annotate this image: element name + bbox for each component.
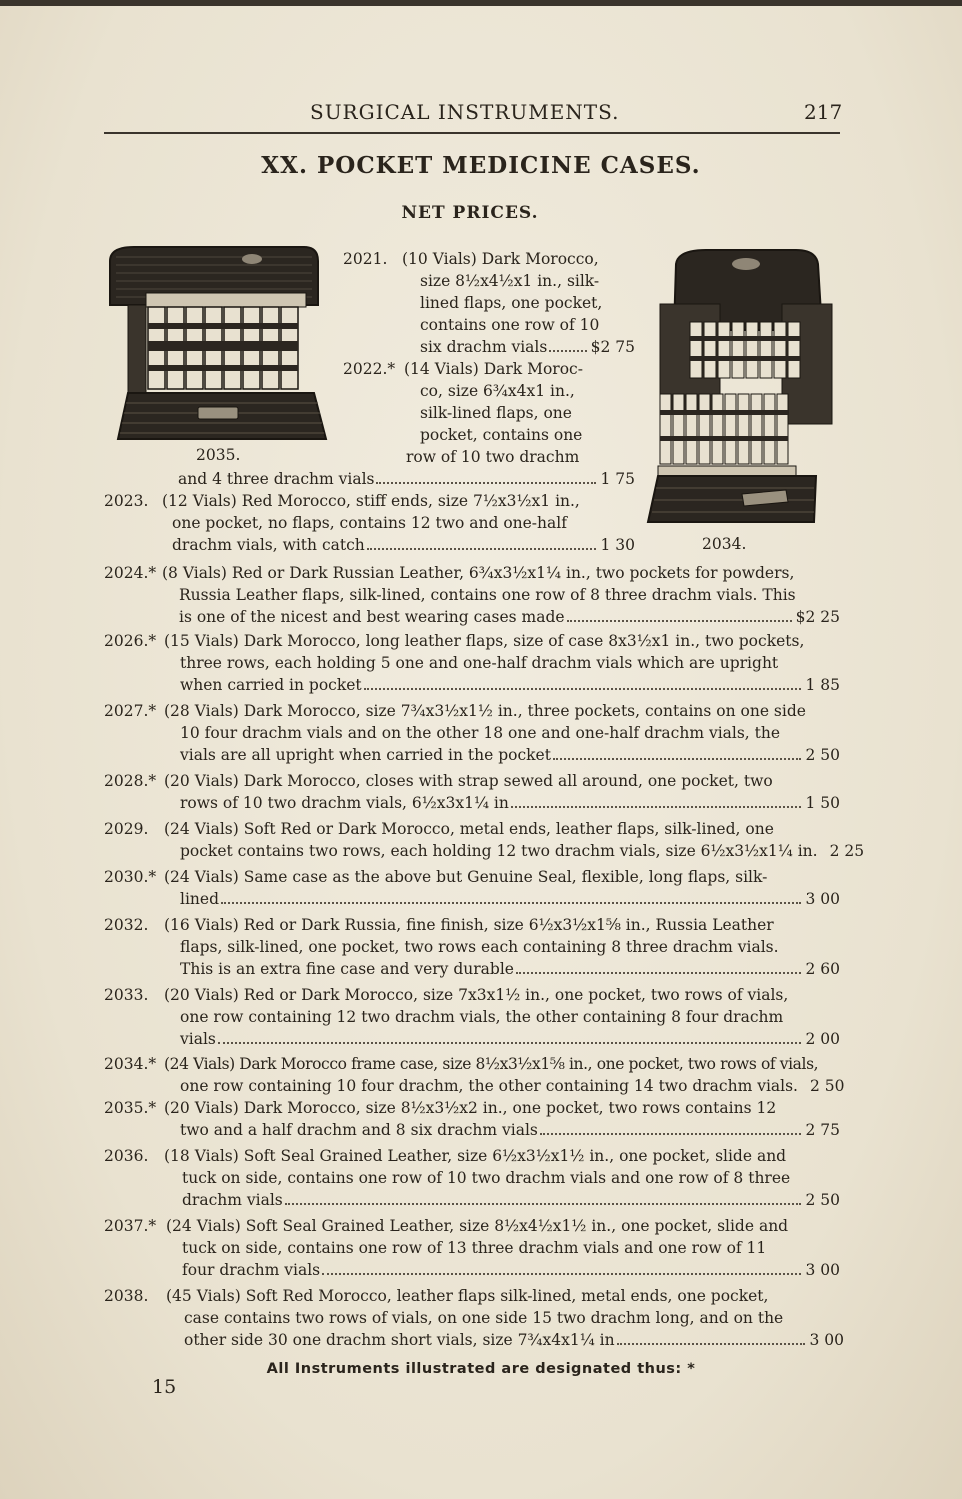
- item-number: 2036.: [104, 1147, 149, 1165]
- item-description: (24 Vials) Dark Morocco frame case, size 8½x3½x1⅝ in., one pocket, two rows of vials,: [164, 1055, 819, 1073]
- item-description: (14 Vials) Dark Moroc-: [404, 360, 583, 378]
- price-line: [180, 1028, 840, 1050]
- item-number: 2035.*: [104, 1099, 157, 1117]
- item-description: This is an extra fine case and very durable: [180, 960, 514, 978]
- item-description: is one of the nicest and best wearing cases made: [179, 608, 565, 626]
- top-border: [0, 0, 962, 6]
- item-price: 2 00: [805, 1030, 840, 1048]
- item-description: pocket, contains one: [420, 426, 583, 444]
- item-number: 2034.*: [104, 1055, 157, 1073]
- net-prices-subtitle: NET PRICES.: [401, 203, 539, 223]
- item-number: 2029.: [104, 820, 149, 838]
- item-number: 2037.*: [104, 1217, 157, 1235]
- item-description: case contains two rows of vials, on one side 15 two drachm long, and on the: [184, 1309, 784, 1327]
- medicine-case-2035-illustration: [104, 243, 334, 443]
- price-line: [172, 534, 635, 556]
- item-description: lined: [180, 890, 219, 908]
- item-description: contains one row of 10: [420, 316, 600, 334]
- item-price: $2 75: [590, 338, 635, 356]
- price-line: [182, 1259, 840, 1281]
- item-number: 2026.*: [104, 632, 157, 650]
- figure-caption-2035: 2035.: [196, 446, 241, 464]
- item-number: 2030.*: [104, 868, 157, 886]
- item-description: 10 four drachm vials and on the other 18 one and one-half drachm vials, the: [180, 724, 781, 742]
- item-price: 2 50: [810, 1077, 845, 1095]
- item-number: 2022.*: [343, 360, 396, 378]
- price-line: [180, 792, 840, 814]
- item-description: (24 Vials) Soft Red or Dark Morocco, metal ends, leather flaps, silk-lined, one: [164, 820, 774, 838]
- medicine-case-2034-illustration: [646, 244, 842, 528]
- price-line: [182, 1189, 840, 1211]
- item-description: size 8½x4½x1 in., silk-: [420, 272, 600, 290]
- footer-note: All Instruments illustrated are designated thus: *: [266, 1361, 696, 1377]
- item-description: tuck on side, contains one row of 13 three drachm vials and one row of 11: [182, 1239, 767, 1257]
- page-number: 217: [804, 100, 843, 124]
- item-price: 1 75: [600, 470, 635, 488]
- item-price: 2 75: [805, 1121, 840, 1139]
- item-description: six drachm vials: [420, 338, 548, 356]
- price-line: [178, 468, 635, 490]
- section-title: XX. POCKET MEDICINE CASES.: [261, 152, 701, 179]
- item-description: drachm vials, with catch: [172, 536, 365, 554]
- item-description: (20 Vials) Dark Morocco, size 8½x3½x2 in., one pocket, two rows contains 12: [164, 1099, 777, 1117]
- item-description: (12 Vials) Red Morocco, stiff ends, size 7½x3½x1 in.,: [162, 492, 580, 510]
- item-number: 2027.*: [104, 702, 157, 720]
- item-description: (20 Vials) Red or Dark Morocco, size 7x3x1½ in., one pocket, two rows of vials,: [164, 986, 789, 1004]
- item-description: pocket contains two rows, each holding 12 two drachm vials, size 6½x3½x1¼ in.: [180, 842, 818, 860]
- item-description: one row containing 12 two drachm vials, the other containing 8 four drachm: [180, 1008, 784, 1026]
- item-description: (16 Vials) Red or Dark Russia, fine finish, size 6½x3½x1⅝ in., Russia Leather: [164, 916, 774, 934]
- item-description: (20 Vials) Dark Morocco, closes with strap sewed all around, one pocket, two: [164, 772, 773, 790]
- item-price: 3 00: [805, 1261, 840, 1279]
- item-number: 2033.: [104, 986, 149, 1004]
- item-description: two and a half drachm and 8 six drachm vials: [180, 1121, 538, 1139]
- signature-mark: 15: [152, 1376, 177, 1398]
- item-number: 2032.: [104, 916, 149, 934]
- item-description: when carried in pocket: [180, 676, 362, 694]
- item-description: (45 Vials) Soft Red Morocco, leather flaps silk-lined, metal ends, one pocket,: [166, 1287, 769, 1305]
- item-price: 2 50: [805, 1191, 840, 1209]
- item-description: (15 Vials) Dark Morocco, long leather flaps, size of case 8x3½x1 in., two pockets,: [164, 632, 805, 650]
- item-description: vials: [180, 1030, 216, 1048]
- price-line: [180, 840, 865, 862]
- item-description: silk-lined flaps, one: [420, 404, 572, 422]
- item-price: 2 50: [805, 746, 840, 764]
- item-description: three rows, each holding 5 one and one-half drachm vials which are upright: [180, 654, 779, 672]
- item-description: rows of 10 two drachm vials, 6½x3x1¼ in: [180, 794, 509, 812]
- item-number: 2021.: [343, 250, 388, 268]
- item-description: Russia Leather flaps, silk-lined, contains one row of 8 three drachm vials. This: [179, 586, 796, 604]
- price-line: [420, 336, 635, 358]
- item-description: and 4 three drachm vials: [178, 470, 375, 488]
- item-number: 2028.*: [104, 772, 157, 790]
- item-price: 1 85: [805, 676, 840, 694]
- item-price: 2 60: [805, 960, 840, 978]
- running-title: SURGICAL INSTRUMENTS.: [310, 100, 620, 124]
- item-description: (28 Vials) Dark Morocco, size 7¾x3½x1½ in., three pockets, contains on one side: [164, 702, 806, 720]
- header-rule: [104, 132, 840, 134]
- price-line: [179, 606, 840, 628]
- item-description: (18 Vials) Soft Seal Grained Leather, size 6½x3½x1½ in., one pocket, slide and: [164, 1147, 787, 1165]
- item-price: $2 25: [795, 608, 840, 626]
- item-description: row of 10 two drachm: [406, 448, 580, 466]
- price-line: [184, 1329, 844, 1351]
- item-description: one row containing 10 four drachm, the other containing 14 two drachm vials.: [180, 1077, 798, 1095]
- item-description: tuck on side, contains one row of 10 two drachm vials and one row of 8 three: [182, 1169, 791, 1187]
- item-description: vials are all upright when carried in the pocket: [180, 746, 551, 764]
- item-description: four drachm vials: [182, 1261, 321, 1279]
- item-price: 3 00: [805, 890, 840, 908]
- price-line: [180, 1075, 845, 1097]
- item-number: 2038.: [104, 1287, 149, 1305]
- item-price: 1 50: [805, 794, 840, 812]
- item-price: 2 25: [829, 842, 865, 860]
- price-line: [180, 958, 840, 980]
- price-line: [180, 1119, 840, 1141]
- item-description: lined flaps, one pocket,: [420, 294, 603, 312]
- item-description: (24 Vials) Same case as the above but Genuine Seal, flexible, long flaps, silk-: [164, 868, 768, 886]
- price-line: [180, 888, 840, 910]
- item-description: drachm vials: [182, 1191, 283, 1209]
- item-number: 2024.*: [104, 564, 157, 582]
- item-price: 1 30: [600, 536, 635, 554]
- item-description: (10 Vials) Dark Morocco,: [402, 250, 599, 268]
- item-price: 3 00: [809, 1331, 844, 1349]
- price-line: [180, 744, 840, 766]
- item-description: (8 Vials) Red or Dark Russian Leather, 6¾x3½x1¼ in., two pockets for powders,: [162, 564, 795, 582]
- item-description: flaps, silk-lined, one pocket, two rows each containing 8 three drachm vials.: [180, 938, 779, 956]
- figure-caption-2034: 2034.: [702, 535, 747, 553]
- item-description: one pocket, no flaps, contains 12 two and one-half: [172, 514, 567, 532]
- item-description: co, size 6¾x4x1 in.,: [420, 382, 575, 400]
- item-description: other side 30 one drachm short vials, size 7¾x4x1¼ in: [184, 1331, 615, 1349]
- price-line: [180, 674, 840, 696]
- item-description: (24 Vials) Soft Seal Grained Leather, size 8½x4½x1½ in., one pocket, slide and: [166, 1217, 789, 1235]
- item-number: 2023.: [104, 492, 149, 510]
